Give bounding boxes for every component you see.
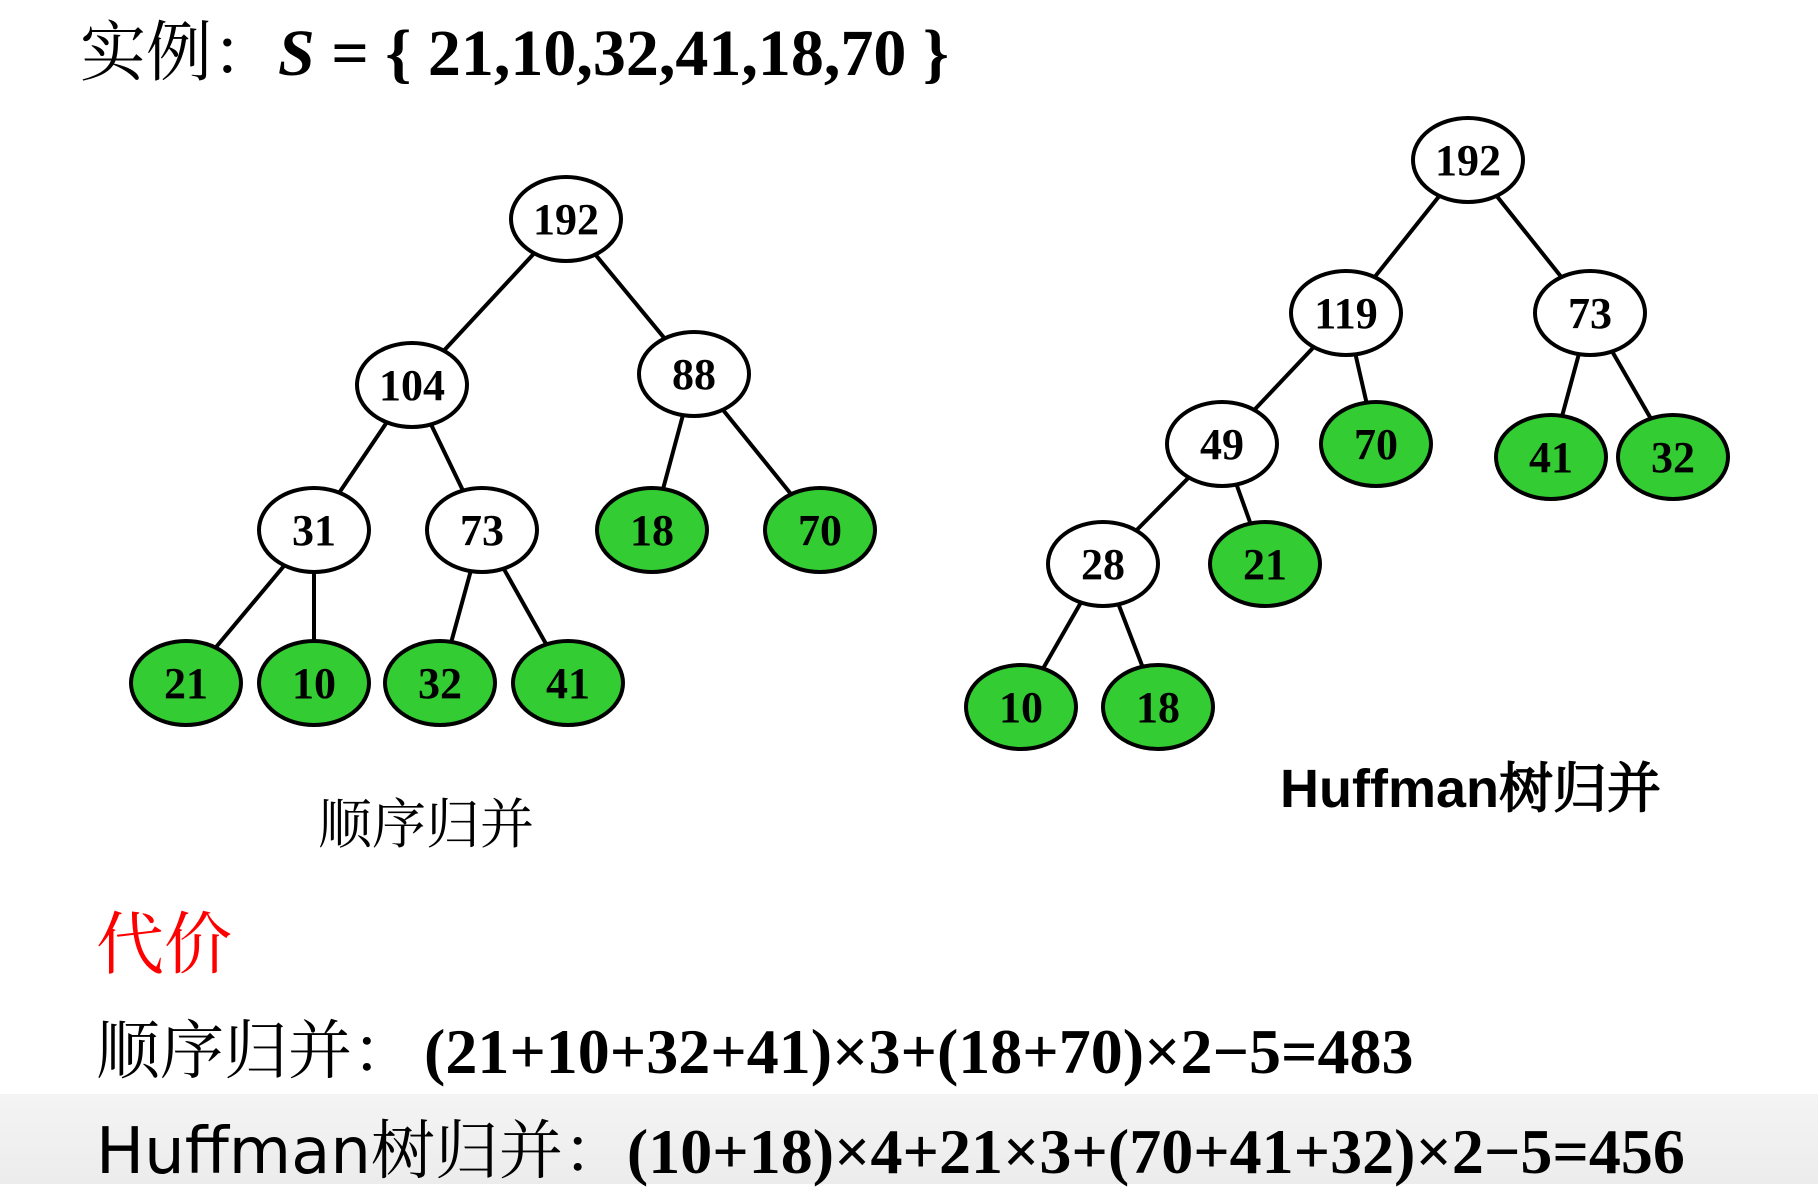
node-value: 70 [798,506,842,555]
huffman_tree-node-n28 [1048,522,1158,606]
node-value: 88 [672,350,716,399]
node-value: 18 [630,506,674,555]
node-value: 41 [1529,433,1573,482]
huffman_tree-node-l18 [1103,665,1213,749]
sequential_tree-node-n73 [427,488,537,572]
set-name: S [278,17,315,90]
huffman_tree-node-l41 [1496,415,1606,499]
sequential_tree-node-root [511,177,621,261]
huffman_tree-node-l32 [1618,415,1728,499]
sequential_tree-node-l70 [765,488,875,572]
sequential_tree-node-l21 [131,641,241,725]
huffman_tree-node-l70 [1321,402,1431,486]
node-value: 192 [533,195,599,244]
huffman_tree-node-l21 [1210,522,1320,606]
node-value: 49 [1200,420,1244,469]
sequential-cost-line [96,1015,1414,1089]
node-value: 41 [546,659,590,708]
node-value: 73 [1568,289,1612,338]
example-label: 实例： [80,14,278,91]
sequential_tree-node-l10 [259,641,369,725]
node-value: 32 [1651,433,1695,482]
node-value: 192 [1435,136,1501,185]
node-value: 119 [1314,289,1378,338]
node-value: 10 [999,683,1043,732]
huffman_tree-node-n73 [1535,271,1645,355]
sequential_tree-node-l41 [513,641,623,725]
sequential-cost-formula: (21+10+32+41)×3+(18+70)×2−5=483 [424,1016,1414,1087]
huffman-cost-label: Huffman树归并： [96,1115,627,1189]
huffman_tree-node-l10 [966,665,1076,749]
node-value: 73 [460,506,504,555]
cost-heading: 代价 [96,906,233,985]
sequential_tree-node-l18 [597,488,707,572]
huffman-cost-formula: (10+18)×4+21×3+(70+41+32)×2−5=456 [626,1116,1685,1187]
huffman_tree-node-root [1413,118,1523,202]
node-value: 70 [1354,420,1398,469]
sequential_tree-node-n88 [639,332,749,416]
huffman_tree-node-n49 [1167,402,1277,486]
node-value: 31 [292,506,336,555]
node-value: 18 [1136,683,1180,732]
sequential_tree-node-n31 [259,488,369,572]
node-value: 28 [1081,540,1125,589]
huffman_tree-node-n119 [1291,271,1401,355]
node-value: 104 [379,361,445,410]
sequential_tree-node-n104 [357,343,467,427]
sequential_tree-node-l32 [385,641,495,725]
huffman-cost-line [96,1115,1685,1189]
node-value: 21 [1243,540,1287,589]
set-values: = { 21,10,32,41,18,70 } [331,17,949,90]
huffman-merge-tree [966,118,1728,749]
node-value: 21 [164,659,208,708]
sequential-merge-tree [131,177,875,725]
sequential-tree-caption: 顺序归并 [318,793,534,856]
node-value: 32 [418,659,462,708]
node-value: 10 [292,659,336,708]
sequential-cost-label: 顺序归并： [96,1015,416,1089]
huffman-tree-caption: Huffman树归并 [1280,759,1661,819]
